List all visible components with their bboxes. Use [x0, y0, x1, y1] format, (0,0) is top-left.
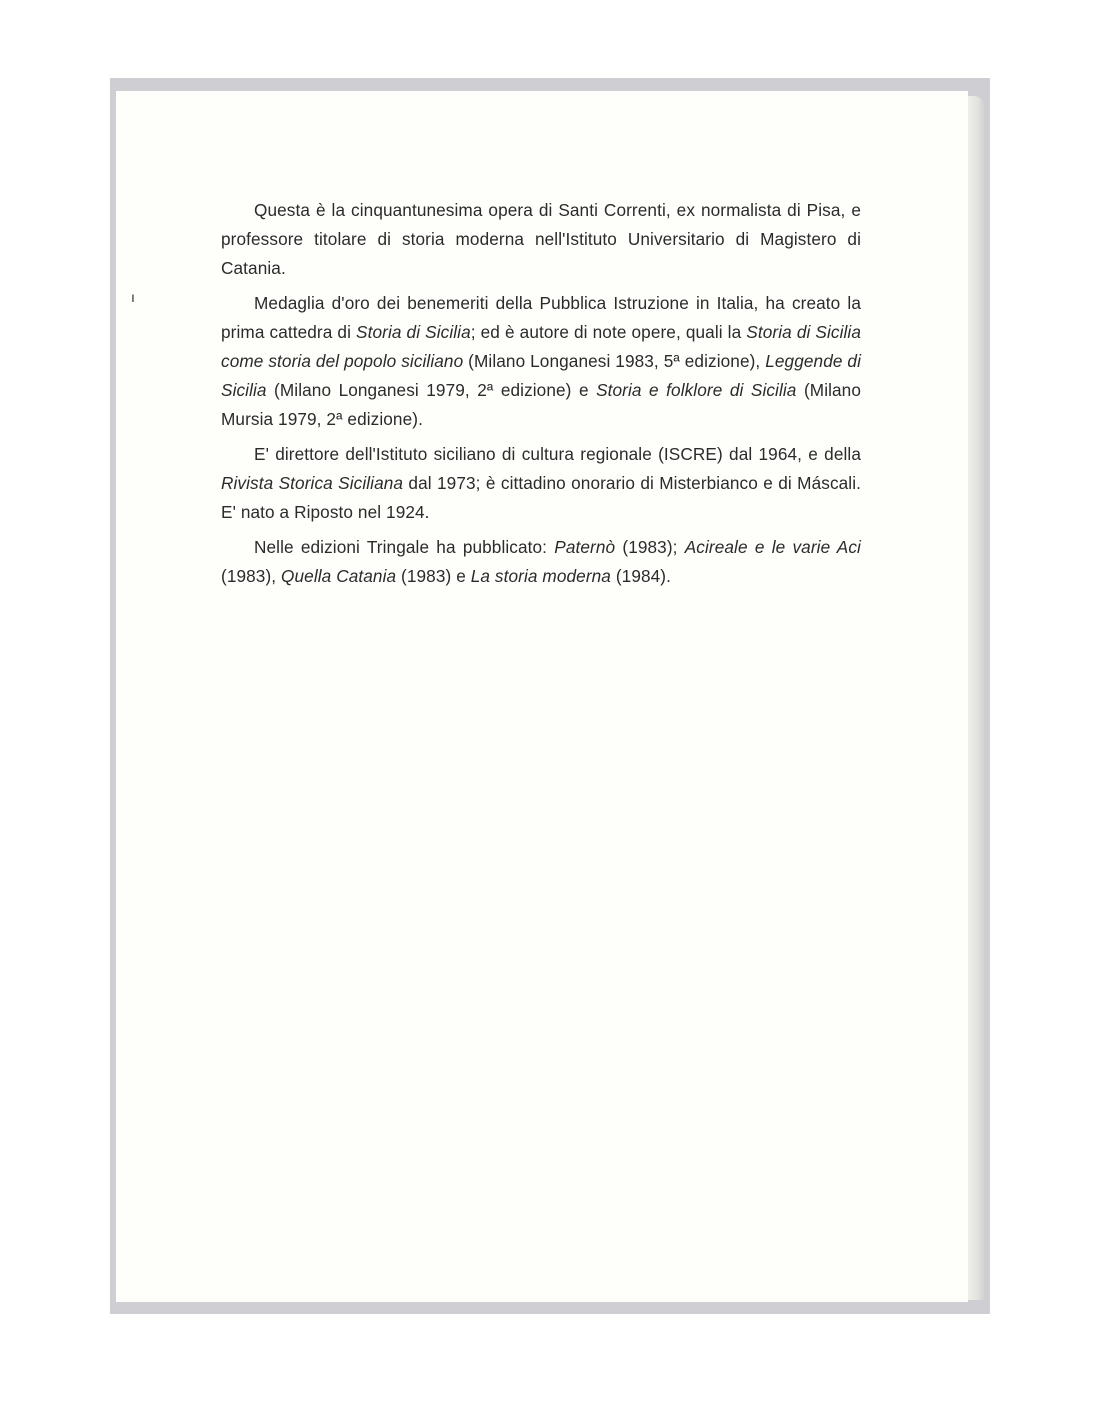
text-segment: (1984).: [610, 566, 672, 586]
text-segment: (1983);: [615, 537, 685, 557]
paragraph-4: [221, 533, 861, 591]
text-segment: dal 1973; è cittadino onorario di Misterbianco e di Máscali. E' nato a Riposto nel 1924.: [221, 473, 862, 522]
italic-title: Leggende di Sicilia: [221, 351, 862, 400]
text-segment: Medaglia d'oro dei benemeriti della Pubblica Istruzione in Italia, ha creato la prima cattedra di: [221, 293, 861, 342]
page-edge: [968, 96, 984, 1300]
italic-title: Paternò: [554, 537, 616, 557]
text-segment: ; ed è autore di note opere, quali la: [470, 322, 747, 342]
text-segment: (Milano Longanesi 1983, 5ª edizione),: [463, 351, 766, 371]
text-segment: (Milano Mursia 1979, 2ª edizione).: [221, 380, 862, 429]
text-segment: E' direttore dell'Istituto siciliano di cultura regionale (ISCRE) dal 1964, e della: [254, 444, 861, 464]
paragraph-2: [221, 289, 861, 434]
paper-speck: ı: [131, 289, 135, 305]
italic-title: Rivista Storica Siciliana: [221, 473, 404, 493]
paragraph-1: [221, 196, 861, 283]
paragraph-3: [221, 440, 861, 527]
text-segment: (Milano Longanesi 1979, 2ª edizione) e: [266, 380, 597, 400]
text-segment: Questa è la cinquantunesima opera di Santi Correnti, ex normalista di Pisa, e professore titolare di storia moderna nell'Istituto Universitario di Magistero di Catania.: [221, 200, 861, 278]
italic-title: La storia moderna: [470, 566, 611, 586]
text-segment: Nelle edizioni Tringale ha pubblicato:: [254, 537, 555, 557]
italic-title: Storia di Sicilia come storia del popolo siciliano: [221, 322, 862, 371]
italic-title: Storia e folklore di Sicilia: [596, 380, 797, 400]
italic-title: Quella Catania: [281, 566, 397, 586]
bio-text: [221, 196, 861, 597]
italic-title: Acireale e le varie Aci: [684, 537, 861, 557]
text-segment: (1983),: [221, 566, 282, 586]
text-segment: (1983) e: [396, 566, 471, 586]
italic-title: Storia di Sicilia: [356, 322, 471, 342]
